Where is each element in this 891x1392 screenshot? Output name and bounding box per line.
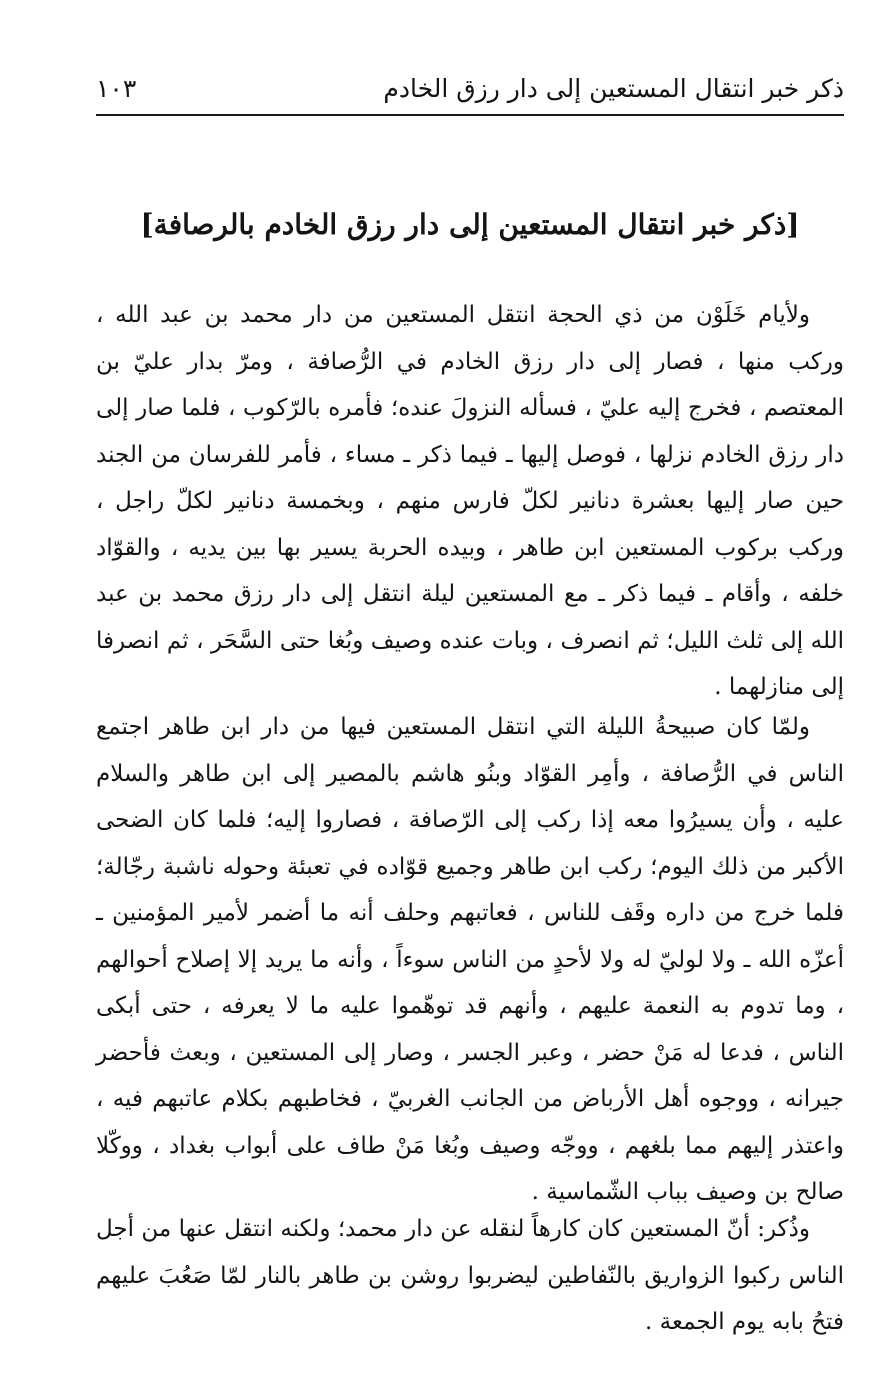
paragraph-3-block	[96, 1206, 844, 1346]
header-rule	[96, 114, 844, 116]
paragraph-2-block	[96, 704, 844, 1216]
paragraph-1-block	[96, 292, 844, 711]
page-number: ١٠٣	[96, 74, 137, 103]
body-paragraph: ولمّا كان صبيحةُ الليلة التي انتقل المستعين فيها من دار ابن طاهر اجتمع الناس في الرُّصافة ، وأمِر القوّاد وبنُو هاشم بالمصير إلى ابن طاهر والسلام عليه ، وأن يسيرُوا معه إذا ركب إلى الرّصافة ، فصاروا إليه؛ فلما كان الضحى الأكبر من ذلك اليوم؛ ركب ابن طاهر وجميع قوّاده في تعبئة وحوله ناشبة رجّالة؛ فلما خرج من داره وقَف للناس ، فعاتبهم وحلف أنه ما أضمر لأمير المؤمنين ـ أعزّه الله ـ ولا لوليّ له ولا لأحدٍ من الناس سوءاً ، وأنه ما يريد إلا إصلاح أحوالهم ، وما تدوم به النعمة عليهم ، وأنهم قد توهّموا عليه ما لا يعرفه ، حتى أبكى الناس ، فدعا له مَنْ حضر ، وعبر الجسر ، وصار إلى المستعين ، وبعث فأحضر جيرانه ، ووجوه أهل الأرباض من الجانب الغربيّ ، فخاطبهم بكلام عاتبهم فيه ، واعتذر إليهم مما بلغهم ، ووجّه وصيف وبُغا مَنْ طاف على أبواب بغداد ، ووكّلا صالح بن وصيف بباب الشّماسية .	[96, 714, 844, 1205]
section-heading: [ذكر خبر انتقال المستعين إلى دار رزق الخادم بالرصافة]	[140, 208, 800, 241]
running-header	[96, 72, 844, 112]
body-paragraph: ولأيام خَلَوْن من ذي الحجة انتقل المستعين من دار محمد بن عبد الله ، وركب منها ، فصار إلى دار رزق الخادم في الرُّصافة ، ومرّ بدار عليّ بن المعتصم ، فخرج إليه عليّ ، فسأله النزولَ عنده؛ فأمره بالرّكوب ، فلما صار إلى دار رزق الخادم نزلها ، فوصل إليها ـ فيما ذكر ـ مساء ، فأمر للفرسان من الجند حين صار إليها بعشرة دنانير لكلّ فارس منهم ، وبخمسة دنانير لكلّ راجل ، وركب بركوب المستعين ابن طاهر ، وبيده الحربة يسير بها بين يديه ، والقوّاد خلفه ، وأقام ـ فيما ذكر ـ مع المستعين ليلة انتقل إلى دار رزق محمد بن عبد الله إلى ثلث الليل؛ ثم انصرف ، وبات عنده وصيف وبُغا حتى السَّحَر ، ثم انصرفا إلى منازلهما .	[96, 302, 844, 700]
body-paragraph: وذُكر: أنّ المستعين كان كارهاً لنقله عن دار محمد؛ ولكنه انتقل عنها من أجل الناس ركبوا الزواريق بالنّفاطين ليضربوا روشن بن طاهر بالنار لمّا صَعُبَ عليهم فتحُ بابه يوم الجمعة .	[96, 1216, 844, 1335]
running-title: ذكر خبر انتقال المستعين إلى دار رزق الخادم	[383, 74, 844, 103]
